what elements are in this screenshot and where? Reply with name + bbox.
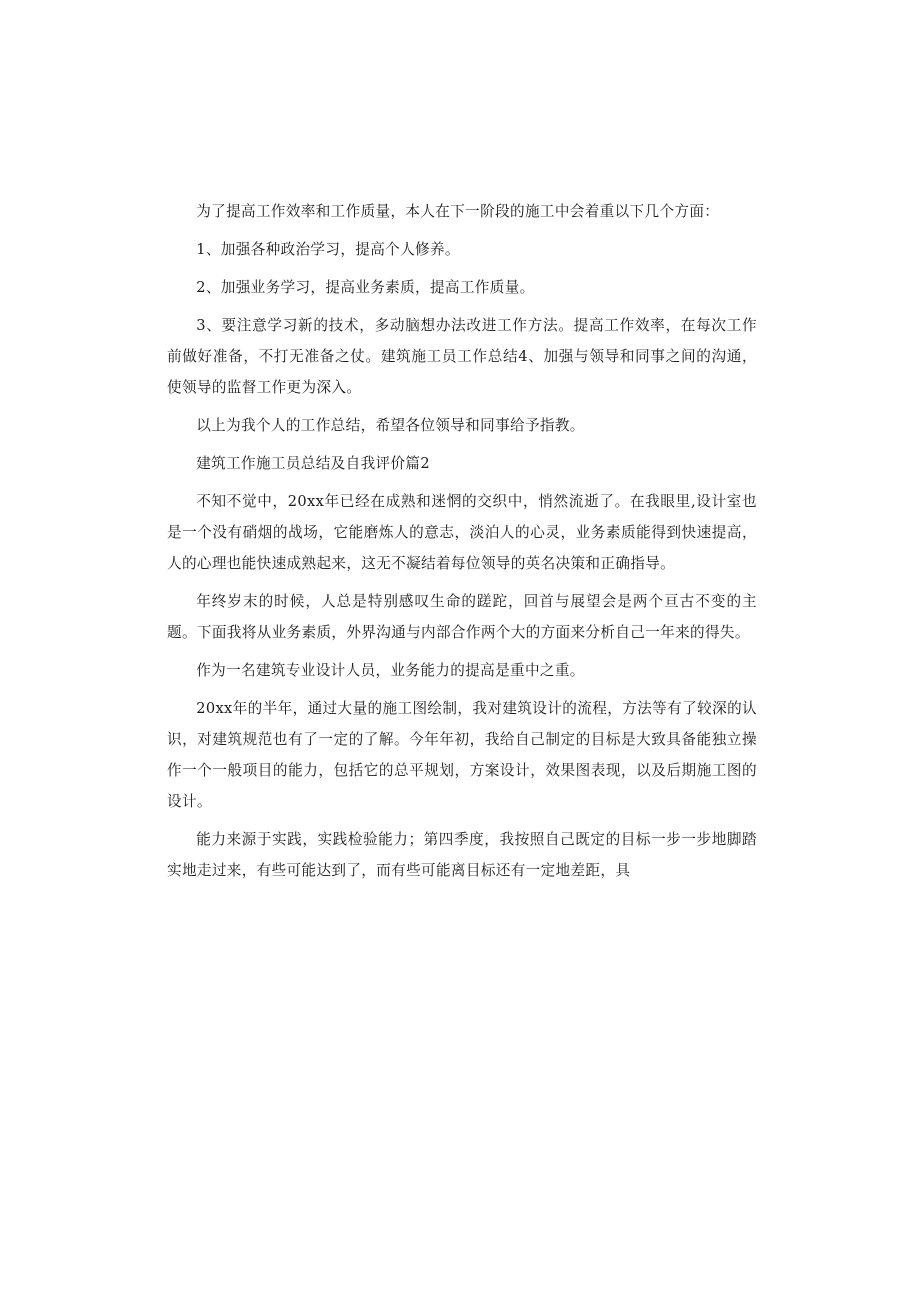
paragraph-item-3: 3、要注意学习新的技术，多动脑想办法改进工作方法。提高工作效率，在每次工作前做好准备，不打无准备之仗。建筑施工员工作总结4、加强与领导和同事之间的沟通，使领导的监督工作更为深入。 (167, 317, 757, 396)
paragraph-item-1: 1、加强各种政治学习，提高个人修养。 (196, 241, 460, 258)
paragraph-body-5: 能力来源于实践，实践检验能力；第四季度，我按照自己既定的目标一步一步地脚踏实地走过来，有些可能达到了，而有些可能离目标还有一定地差距，具 (167, 831, 757, 879)
paragraph-body-4: 20xx年的半年，通过大量的施工图绘制，我对建筑设计的流程，方法等有了较深的认识，对建筑规范也有了一定的了解。今年年初，我给自己制定的目标是大致具备能独立操作一个一般项目的能力，包括它的总平规划，方案设计，效果图表现，以及后期施工图的设计。 (167, 700, 757, 810)
paragraph-closing: 以上为我个人的工作总结，希望各位领导和同事给予指教。 (196, 417, 585, 434)
document-body (167, 196, 757, 893)
paragraph-intro: 为了提高工作效率和工作质量，本人在下一阶段的施工中会着重以下几个方面： (196, 203, 720, 220)
paragraph-body-2: 年终岁末的时候，人总是特别感叹生命的蹉跎，回首与展望会是两个亘古不变的主题。下面我将从业务素质，外界沟通与内部合作两个大的方面来分析自己一年来的得失。 (167, 593, 757, 641)
paragraph-item-2: 2、加强业务学习，提高业务素质，提高工作质量。 (196, 279, 535, 296)
paragraph-body-1: 不知不觉中，20xx年已经在成熟和迷惘的交织中，悄然流逝了。在我眼里,设计室也是一个没有硝烟的战场，它能磨炼人的意志，淡泊人的心灵，业务素质能得到快速提高，人的心理也能快速成熟起来，这无不凝结着每位领导的英名决策和正确指导。 (167, 493, 757, 572)
section-heading: 建筑工作施工员总结及自我评价篇2 (196, 455, 430, 472)
paragraph-body-3: 作为一名建筑专业设计人员，业务能力的提高是重中之重。 (196, 662, 585, 679)
